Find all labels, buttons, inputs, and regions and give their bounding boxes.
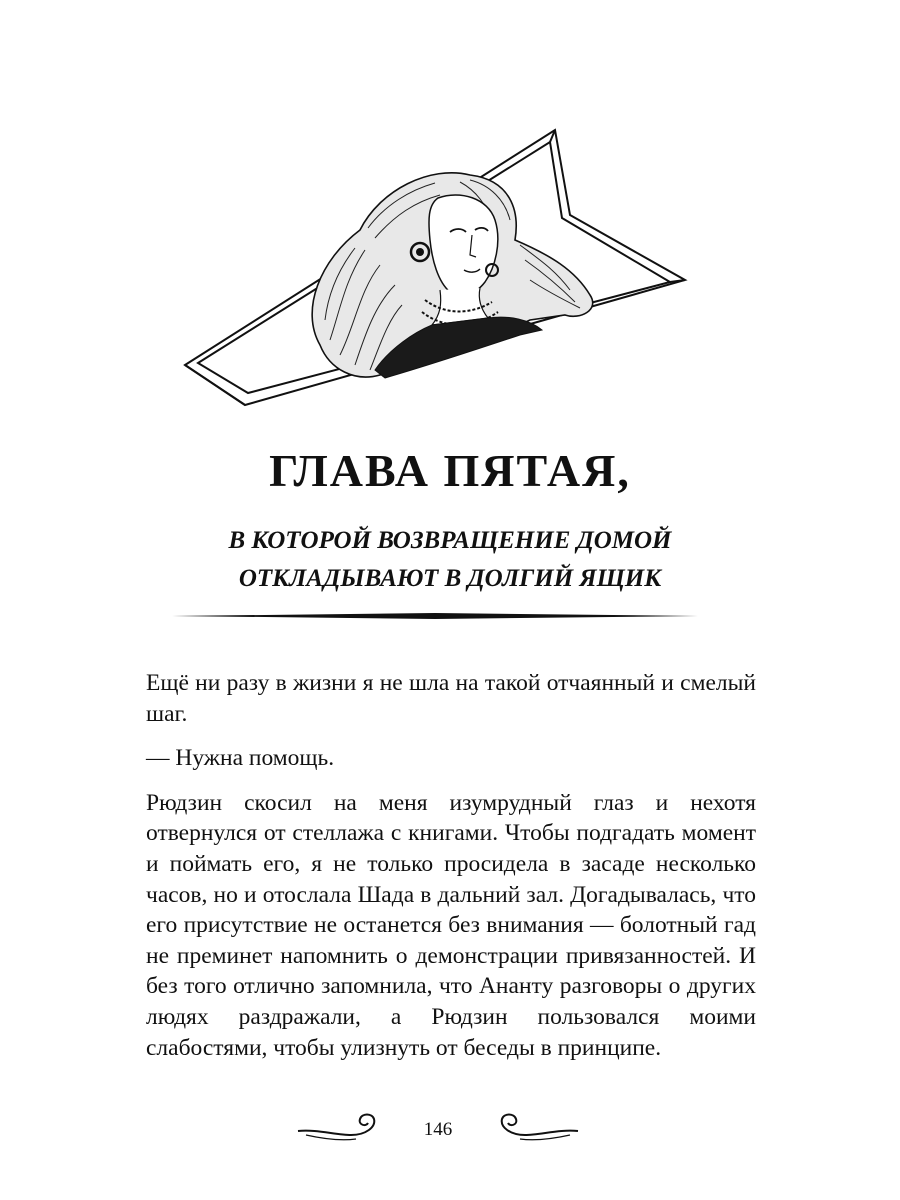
paragraph: Ещё ни разу в жизни я не шла на такой отчаянный и смелый шаг. xyxy=(146,670,756,727)
body-text xyxy=(146,668,756,1077)
chapter-subtitle-line-2: ОТКЛАДЫВАЮТ В ДОЛГИЙ ЯЩИК xyxy=(238,565,662,592)
flourish-right-icon xyxy=(494,1109,580,1149)
title-divider-rule xyxy=(172,612,698,620)
page-number: 146 xyxy=(423,1119,453,1140)
chapter-title: ГЛАВА ПЯТАЯ, xyxy=(269,445,631,496)
chapter-illustration xyxy=(170,120,710,420)
page-footer xyxy=(0,1105,900,1155)
paragraph: — Нужна помощь. xyxy=(146,745,335,772)
paragraph: Рюдзин скосил на меня изумрудный глаз и нехотя отвернулся от стеллажа с книгами. Чтобы подгадать момент и поймать его, я не только просидела в засаде несколько часов, но и отослала Шада в дальний зал. Догадывалась, что его присутствие не останется без внимания — болотный гад не преминет напомнить о демонстрации привязанностей. И без того отлично запомнила, что Ананту разговоры о других людях раздражали, а Рюдзин пользовался моими слабостями, чтобы улизнуть от беседы в принципе. xyxy=(146,789,756,1061)
flourish-left-icon xyxy=(296,1109,382,1149)
chapter-subtitle-line-1: В КОТОРОЙ ВОЗВРАЩЕНИЕ ДОМОЙ xyxy=(228,527,672,554)
chapter-subtitle xyxy=(0,522,900,598)
